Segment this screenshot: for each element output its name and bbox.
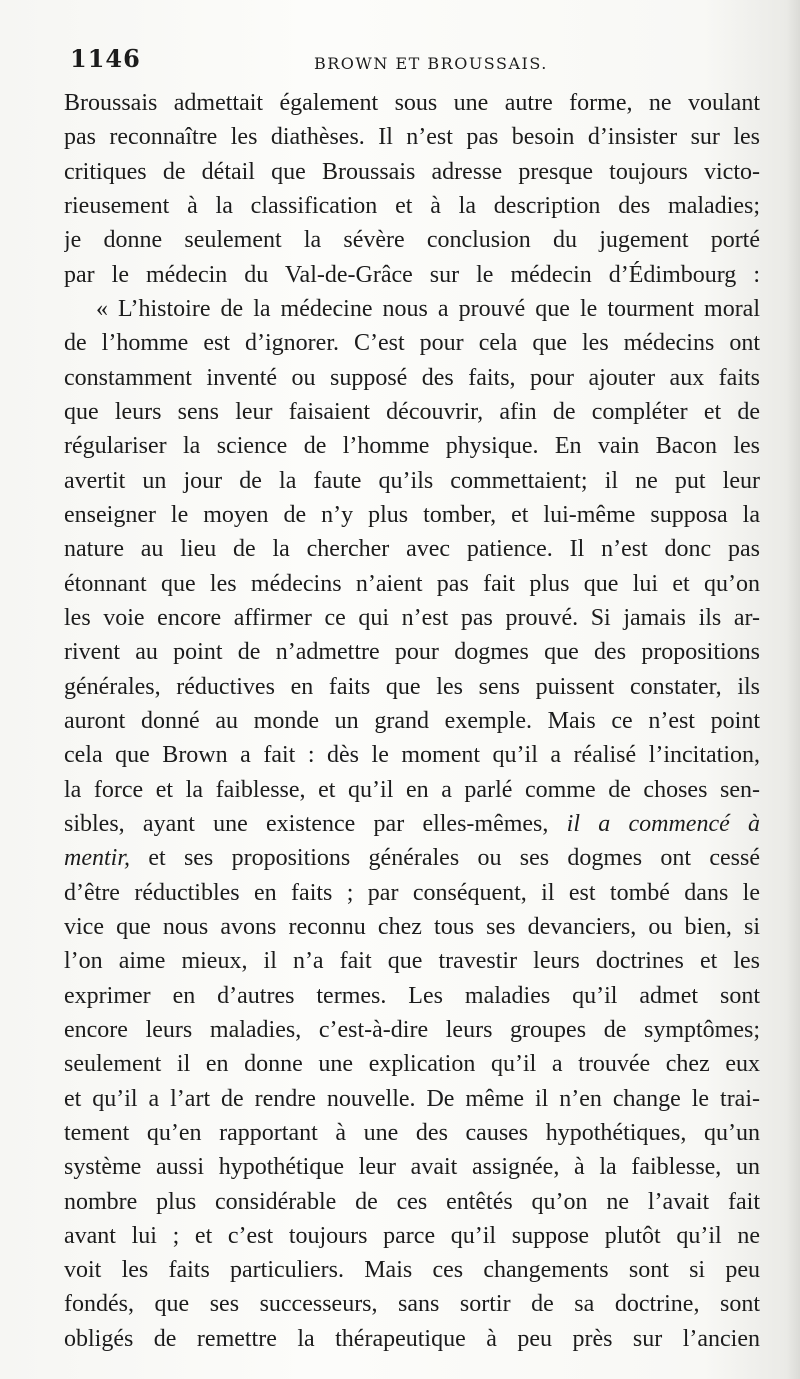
text-line: seulement il en donne une explication qu’il a trouvée chez eux [64, 1051, 760, 1078]
text-line: auront donné au monde un grand exemple. Mais ce n’est point [64, 707, 760, 734]
body-text [64, 86, 760, 1356]
text-line: enseigner le moyen de n’y plus tomber, et lui-même supposa la [64, 501, 760, 528]
text-line: Broussais admettait également sous une autre forme, ne voulant [64, 90, 760, 116]
text-line: régulariser la science de l’homme physique. En vain Bacon les [64, 433, 760, 460]
text-line: l’on aime mieux, il n’a fait que travestir leurs doctrines et les [64, 948, 760, 975]
text-line: de l’homme est d’ignorer. C’est pour cela que les médecins ont [64, 330, 760, 357]
text-line: par le médecin du Val-de-Grâce sur le médecin d’Édimbourg : [64, 261, 760, 288]
italic-segment: il a commencé à [566, 810, 760, 837]
text-segment: et ses propositions générales ou ses dogmes ont cessé [148, 845, 760, 872]
text-segment: sibles, ayant une existence par elles-mêmes, [64, 810, 549, 837]
text-line: rieusement à la classification et à la description des maladies; [64, 192, 760, 219]
text-line: avant lui ; et c’est toujours parce qu’il suppose plutôt qu’il ne [64, 1222, 760, 1249]
text-line: obligés de remettre la thérapeutique à peu près sur l’ancien [64, 1325, 760, 1352]
page-number: 1146 [70, 44, 141, 73]
text-line: vice que nous avons reconnu chez tous ses devanciers, ou bien, si [64, 913, 760, 940]
text-line: voit les faits particuliers. Mais ces changements sont si peu [64, 1257, 760, 1284]
text-line: « L’histoire de la médecine nous a prouvé que le tourment moral [96, 295, 760, 322]
page-header [70, 44, 760, 80]
text-line: que leurs sens leur faisaient découvrir, afin de compléter et de [64, 398, 760, 425]
text-line: d’être réductibles en faits ; par conséquent, il est tombé dans le [64, 879, 760, 906]
text-line: fondés, que ses successeurs, sans sortir de sa doctrine, sont [64, 1291, 760, 1318]
text-line: rivent au point de n’admettre pour dogmes que des propositions [64, 639, 760, 666]
text-line: critiques de détail que Broussais adresse presque toujours victo- [64, 158, 760, 185]
italic-segment: mentir, [64, 845, 130, 872]
text-line: étonnant que les médecins n’aient pas fait plus que lui et qu’on [64, 570, 760, 597]
text-line: cela que Brown a fait : dès le moment qu’il a réalisé l’incitation, [64, 742, 760, 769]
text-line: exprimer en d’autres termes. Les maladies qu’il admet sont [64, 982, 760, 1009]
running-title: BROWN ET BROUSSAIS. [314, 54, 548, 73]
text-line-with-italic [64, 807, 760, 841]
text-line: tement qu’en rapportant à une des causes hypothétiques, qu’un [64, 1119, 760, 1146]
text-line: et qu’il a l’art de rendre nouvelle. De même il n’en change le trai- [64, 1085, 760, 1112]
text-line: nombre plus considérable de ces entêtés qu’on ne l’avait fait [64, 1188, 760, 1215]
text-line: la force et la faiblesse, et qu’il en a parlé comme de choses sen- [64, 776, 760, 803]
text-line: encore leurs maladies, c’est-à-dire leurs groupes de symptômes; [64, 1016, 760, 1043]
text-line: les voie encore affirmer ce qui n’est pas prouvé. Si jamais ils ar- [64, 604, 760, 631]
text-line: constamment inventé ou supposé des faits, pour ajouter aux faits [64, 364, 760, 391]
text-line: nature au lieu de la chercher avec patience. Il n’est donc pas [64, 536, 760, 563]
text-line: système aussi hypothétique leur avait assignée, à la faiblesse, un [64, 1154, 760, 1181]
text-line: pas reconnaître les diathèses. Il n’est pas besoin d’insister sur les [64, 124, 760, 151]
text-line: je donne seulement la sévère conclusion du jugement porté [64, 227, 760, 254]
page-gutter-shadow [786, 0, 800, 1379]
text-line: générales, réductives en faits que les sens puissent constater, ils [64, 673, 760, 700]
text-line: avertit un jour de la faute qu’ils commettaient; il ne put leur [64, 467, 760, 494]
text-line-with-italic [64, 841, 760, 875]
